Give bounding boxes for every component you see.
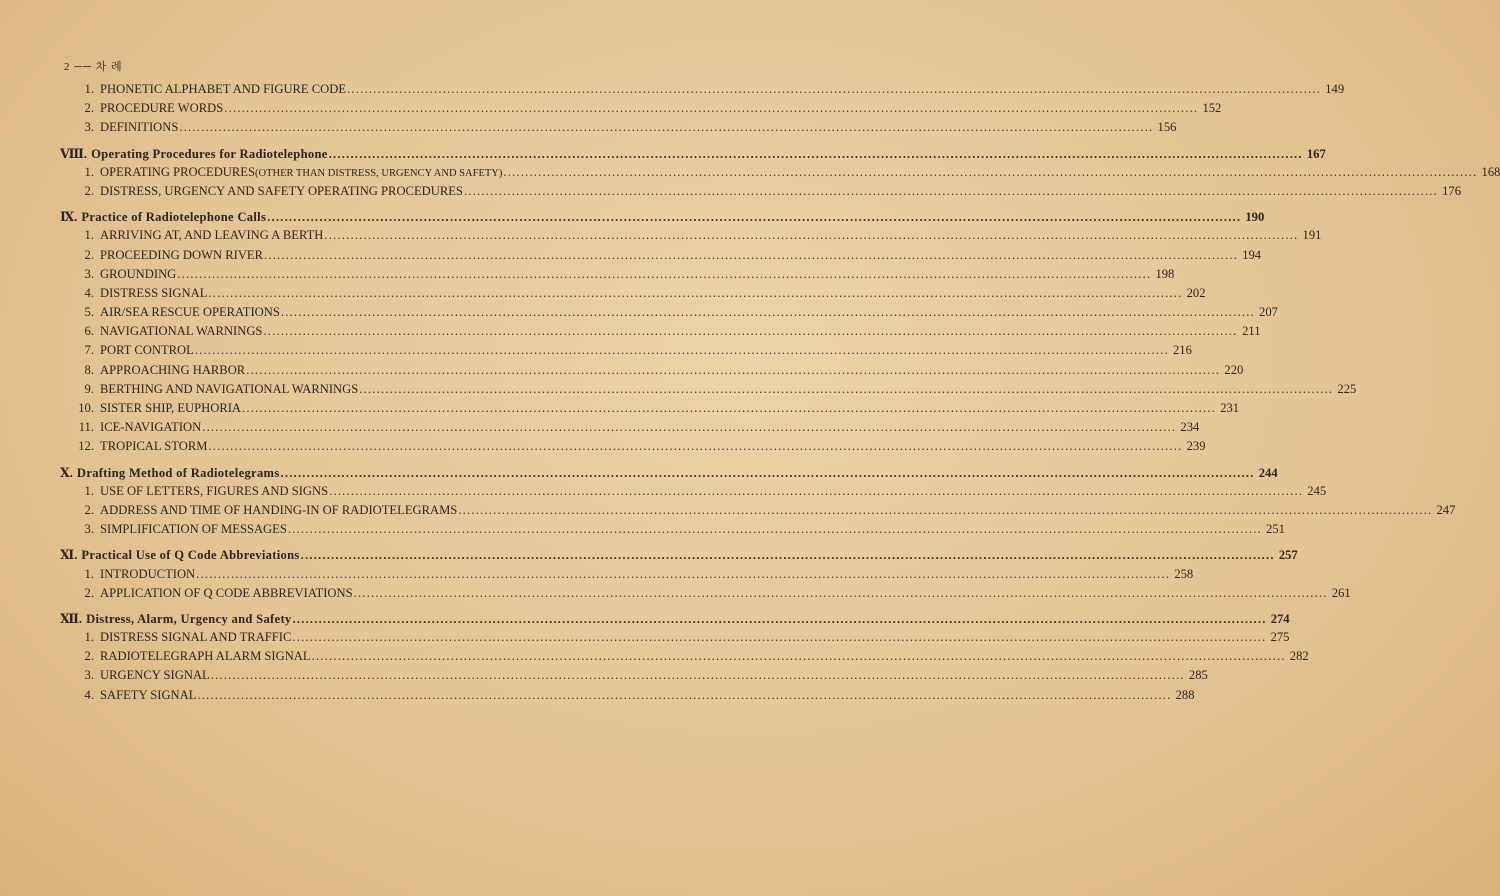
toc-entry-title <box>100 267 176 282</box>
toc-entry-title <box>100 228 323 243</box>
dot-leader <box>196 567 1170 582</box>
toc-section-heading <box>60 611 1290 630</box>
toc-entry-number: 7. <box>84 343 94 358</box>
toc-page-number: 194 <box>1242 247 1262 262</box>
table-of-contents <box>60 82 1500 707</box>
toc-entry <box>60 305 1278 324</box>
toc-entry <box>60 362 1244 382</box>
dot-leader <box>312 649 1286 664</box>
toc-page-number: 231 <box>1220 401 1240 415</box>
dot-leader <box>347 82 1321 97</box>
dot-leader <box>288 522 1262 537</box>
toc-entry-title-text: Operating Procedures for Radiotelephone <box>91 146 328 161</box>
toc-entry-number: 3. <box>84 266 94 281</box>
toc-entry-number: 10. <box>78 401 94 415</box>
toc-section-heading <box>60 465 1278 484</box>
toc-page-number: 149 <box>1325 82 1345 96</box>
toc-entry <box>60 101 1222 120</box>
toc-entry-number: 1. <box>84 483 94 498</box>
dot-leader <box>293 612 1267 627</box>
toc-entry-title <box>100 420 201 435</box>
dot-leader <box>281 305 1255 320</box>
toc-entry-number: 1. <box>84 164 94 179</box>
toc-section-heading <box>60 209 1265 228</box>
toc-entry-number: 2. <box>84 183 94 198</box>
toc-page-number: 282 <box>1289 649 1309 664</box>
toc-entry-number: 9. <box>84 381 94 396</box>
toc-page-number: 220 <box>1224 362 1244 377</box>
toc-entry-title <box>100 248 263 263</box>
toc-page-number: 288 <box>1175 687 1195 702</box>
toc-entry-title <box>100 382 358 397</box>
toc-entry <box>60 324 1261 343</box>
toc-entry-title-text: NAVIGATIONAL WARNINGS <box>100 324 263 339</box>
toc-entry-title-text: DISTRESS SIGNAL <box>100 285 208 300</box>
toc-page-number: 176 <box>1442 183 1461 198</box>
toc-entry-title-text: ADDRESS AND TIME OF HANDING-IN OF RADIOTELEGRAMS <box>100 502 458 517</box>
dot-leader <box>503 165 1477 180</box>
toc-entry-title-text: USE OF LETTERS, FIGURES AND SIGNS <box>100 483 329 498</box>
toc-page-number: 239 <box>1186 439 1206 454</box>
toc-entry-title-text: TROPICAL STORM <box>100 439 208 454</box>
toc-entry <box>60 247 1262 267</box>
toc-entry-number: 1. <box>84 228 94 243</box>
toc-entry-title <box>100 649 311 664</box>
toc-entry-title <box>100 439 207 454</box>
dot-leader <box>246 363 1220 378</box>
toc-entry <box>60 343 1192 362</box>
toc-page-number: 244 <box>1258 465 1278 480</box>
toc-entry-title <box>100 688 196 703</box>
dot-leader <box>354 586 1328 601</box>
toc-entry-title-text: DEFINITIONS <box>100 120 179 135</box>
dot-leader <box>264 248 1238 263</box>
toc-page-number: 191 <box>1302 228 1322 243</box>
toc-page-number: 207 <box>1259 305 1278 320</box>
toc-entry-number: 6. <box>84 324 94 339</box>
toc-entry-title-text: INTRODUCTION <box>100 566 196 581</box>
dot-leader <box>281 466 1255 481</box>
toc-page-number: 261 <box>1331 585 1351 600</box>
toc-page-number: 234 <box>1180 420 1200 435</box>
toc-entry <box>60 381 1357 401</box>
toc-entry <box>60 183 1461 203</box>
toc-entry-number: Ⅺ. <box>60 548 78 563</box>
toc-entry-number: 2. <box>84 649 94 664</box>
toc-entry-title-text: PROCEDURE WORDS <box>100 101 224 116</box>
toc-page-number: 285 <box>1188 668 1208 683</box>
toc-entry <box>60 420 1200 439</box>
toc-entry <box>60 585 1351 605</box>
toc-entry <box>60 502 1456 522</box>
toc-page-number: 190 <box>1245 210 1265 225</box>
toc-entry-title <box>100 324 262 339</box>
toc-page-number: 245 <box>1307 483 1327 498</box>
toc-entry-title-text: SISTER SHIP, EUPHORIA <box>100 401 242 415</box>
dot-leader <box>242 401 1216 416</box>
toc-entry <box>60 566 1194 586</box>
toc-entry <box>60 266 1175 286</box>
dot-leader <box>202 420 1176 435</box>
toc-page-number: 168 <box>1481 164 1500 179</box>
toc-entry-title <box>77 466 280 481</box>
page-header: 2 ── 차 례 <box>64 61 123 73</box>
toc-entry-title <box>100 286 207 301</box>
toc-entry-title-text: SIMPLIFICATION OF MESSAGES <box>100 522 287 537</box>
toc-entry-number: 2. <box>84 502 94 517</box>
toc-entry-title-text: RADIOTELEGRAPH ALARM SIGNAL <box>100 649 311 664</box>
toc-entry-title-text: PORT CONTROL <box>100 343 194 358</box>
toc-entry-number: 3. <box>84 120 94 135</box>
toc-entry-title <box>100 401 241 416</box>
toc-entry-title-text: Drafting Method of Radiotelegrams <box>76 465 280 480</box>
toc-entry-title <box>91 147 328 162</box>
toc-entry-number: 1. <box>84 82 94 96</box>
dot-leader <box>197 688 1171 703</box>
dot-leader <box>179 120 1153 135</box>
toc-entry-title <box>100 484 328 499</box>
toc-page-number: 211 <box>1242 324 1261 339</box>
dot-leader <box>458 503 1432 518</box>
toc-entry-title-text: URGENCY SIGNAL <box>100 668 210 683</box>
toc-entry-title <box>100 522 287 537</box>
toc-entry-title-text: APPLICATION OF Q CODE ABBREVIATIONS <box>100 585 353 600</box>
dot-leader <box>292 630 1266 645</box>
toc-section-heading <box>60 547 1298 566</box>
toc-entry-title-subtext: (OTHER THAN DISTRESS, URGENCY AND SAFETY) <box>255 167 503 179</box>
toc-entry-title <box>100 343 194 358</box>
toc-entry-number: 2. <box>84 247 94 262</box>
toc-entry-title-text: OPERATING PROCEDURES <box>100 164 255 179</box>
toc-entry <box>60 687 1195 707</box>
toc-entry-number: Ⅻ. <box>60 611 83 626</box>
toc-entry-title <box>100 586 353 601</box>
toc-page-number: 257 <box>1278 548 1298 563</box>
toc-entry-title-text: SAFETY SIGNAL <box>100 687 197 702</box>
toc-entry-title <box>100 363 245 378</box>
toc-entry-number: Ⅹ. <box>60 465 73 480</box>
toc-entry <box>60 401 1240 420</box>
toc-entry-title-text: ARRIVING AT, AND LEAVING A BERTH <box>100 228 324 243</box>
toc-page-number: 275 <box>1270 630 1290 645</box>
dot-leader <box>208 286 1182 301</box>
dot-leader <box>301 548 1275 563</box>
toc-entry-title <box>81 210 266 225</box>
toc-entry-title-text: Practice of Radiotelephone Calls <box>81 210 267 225</box>
dot-leader <box>263 324 1237 339</box>
toc-entry <box>60 439 1206 458</box>
toc-page-number: 152 <box>1202 101 1222 116</box>
toc-page-number: 258 <box>1174 566 1194 581</box>
toc-entry-title-text: APPROACHING HARBOR <box>100 362 246 377</box>
toc-entry-title <box>100 567 195 582</box>
toc-page-number: 225 <box>1337 381 1357 396</box>
toc-entry <box>60 630 1290 649</box>
dot-leader <box>267 210 1241 225</box>
toc-entry <box>60 649 1309 668</box>
toc-entry-title-text: GROUNDING <box>100 266 177 281</box>
toc-entry-title-text: AIR/SEA RESCUE OPERATIONS <box>100 305 280 320</box>
toc-entry-number: 1. <box>84 566 94 581</box>
toc-entry <box>60 82 1345 101</box>
toc-entry-number: 1. <box>84 630 94 645</box>
toc-entry-title <box>100 82 346 97</box>
dot-leader <box>195 343 1169 358</box>
toc-entry-title-text: ICE-NAVIGATION <box>100 420 202 435</box>
toc-entry-title <box>100 305 280 320</box>
toc-page-number: 202 <box>1186 285 1206 300</box>
toc-entry-title <box>100 184 463 199</box>
toc-entry-title-text: BERTHING AND NAVIGATIONAL WARNINGS <box>100 381 359 396</box>
toc-entry-number: 4. <box>84 687 94 702</box>
toc-entry-number: 8. <box>84 362 94 377</box>
dot-leader <box>464 184 1438 199</box>
toc-entry-title <box>100 668 210 683</box>
toc-page-number: 156 <box>1157 120 1177 135</box>
dot-leader <box>329 484 1303 499</box>
toc-entry-title <box>100 120 178 135</box>
toc-entry-number: Ⅷ. <box>60 146 88 161</box>
toc-entry-title-text: DISTRESS SIGNAL AND TRAFFIC <box>100 630 292 645</box>
toc-page-number: 247 <box>1436 502 1456 517</box>
toc-entry-title-text: PHONETIC ALPHABET AND FIGURE CODE <box>100 82 347 96</box>
toc-entry-title <box>100 503 457 518</box>
toc-entry-number: Ⅸ. <box>60 210 78 225</box>
toc-entry-number: 2. <box>84 101 94 116</box>
toc-entry-title-text: PROCEEDING DOWN RIVER <box>100 247 264 262</box>
toc-entry-title <box>86 612 291 627</box>
toc-entry-title <box>100 165 502 180</box>
dot-leader <box>211 668 1185 683</box>
toc-entry <box>60 228 1322 247</box>
toc-entry <box>60 285 1206 305</box>
toc-entry-title-text: Practical Use of Q Code Abbreviations <box>81 548 300 563</box>
dot-leader <box>329 147 1303 162</box>
toc-page-number: 198 <box>1155 266 1175 281</box>
toc-entry-title-text: Distress, Alarm, Urgency and Safety <box>86 611 292 626</box>
toc-entry-number: 5. <box>84 305 94 320</box>
toc-entry-number: 3. <box>84 668 94 683</box>
toc-page-number: 216 <box>1173 343 1192 358</box>
dot-leader <box>208 439 1182 454</box>
toc-page-number: 274 <box>1270 611 1290 626</box>
toc-entry <box>60 483 1327 503</box>
dot-leader <box>324 228 1298 243</box>
toc-entry-title <box>100 630 291 645</box>
toc-page-number: 251 <box>1266 522 1285 537</box>
toc-entry <box>60 522 1285 541</box>
toc-page-number: 167 <box>1306 146 1326 161</box>
toc-entry-title <box>81 548 299 563</box>
dot-leader <box>177 267 1151 282</box>
toc-entry <box>60 120 1177 139</box>
toc-entry-number: 11. <box>78 420 94 435</box>
toc-entry-number: 3. <box>84 522 94 537</box>
toc-entry-number: 12. <box>78 439 94 454</box>
toc-section-heading <box>60 146 1326 165</box>
toc-entry-title <box>100 101 223 116</box>
toc-entry-title-text: DISTRESS, URGENCY AND SAFETY OPERATING PROCEDURES <box>100 183 463 198</box>
toc-entry-number: 4. <box>84 285 94 300</box>
dot-leader <box>224 101 1198 116</box>
toc-entry <box>60 668 1208 687</box>
toc-entry-number: 2. <box>84 585 94 600</box>
dot-leader <box>359 382 1333 397</box>
toc-entry <box>60 164 1500 184</box>
